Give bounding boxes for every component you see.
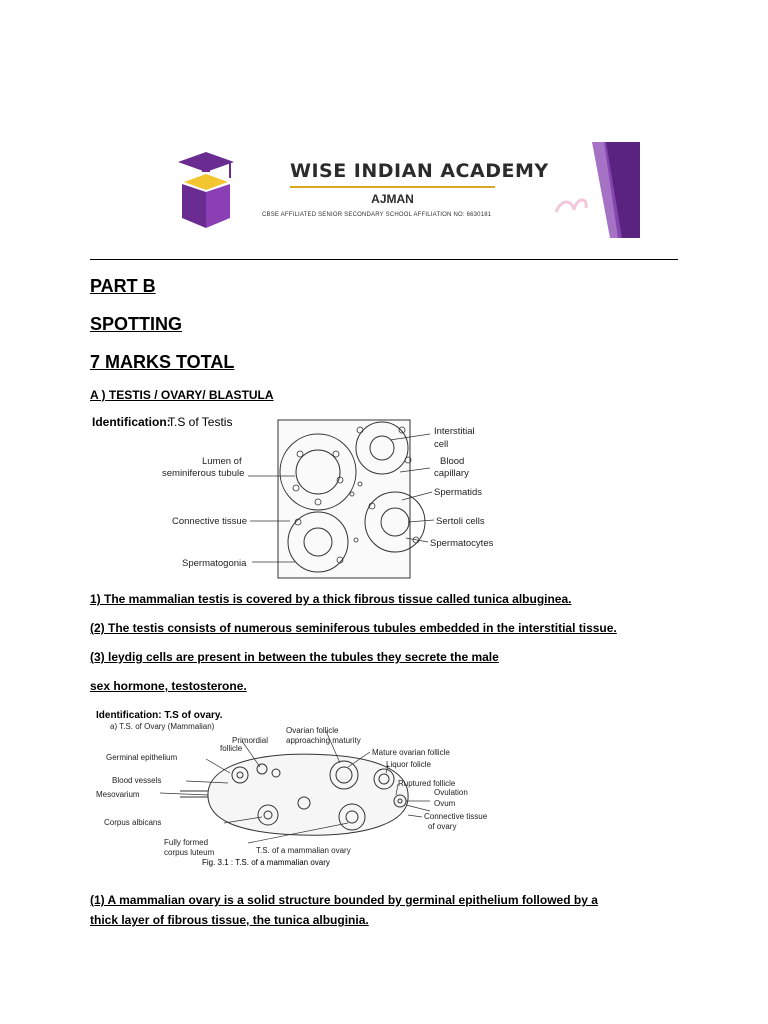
school-logo: [176, 150, 236, 230]
label-of-ovary: of ovary: [428, 822, 457, 831]
label-liquor: Liquor folicle: [386, 760, 431, 769]
ovary-identification: Identification: T.S of ovary.: [96, 710, 223, 721]
testis-point-3-cont: sex hormone, testosterone.: [90, 679, 247, 693]
testis-diagram: [90, 410, 510, 585]
part-heading: PART B: [90, 276, 156, 296]
label-corpus-luteum: corpus luteum: [164, 848, 215, 857]
header-gold-line: [290, 186, 495, 188]
identification-label: Identification:: [92, 415, 171, 429]
label-spermatocytes: Spermatocytes: [430, 538, 494, 549]
label-ovum: Ovum: [434, 799, 456, 808]
label-connective-ovary: Connective tissue: [424, 812, 488, 821]
marks-heading: 7 MARKS TOTAL: [90, 352, 235, 372]
identification-value: T.S of Testis: [168, 415, 233, 429]
affiliation-text: CBSE AFFILIATED SENIOR SECONDARY SCHOOL AFFILIATION NO: 6630181: [262, 212, 492, 218]
label-interstitial-2: cell: [434, 439, 449, 450]
section-heading: SPOTTING: [90, 314, 183, 334]
testis-point-1: 1) The mammalian testis is covered by a thick fibrous tissue called tunica albuginea.: [90, 592, 572, 606]
label-spermatogonia: Spermatogonia: [182, 558, 247, 569]
label-connective-tissue: Connective tissue: [172, 516, 247, 527]
label-lumen-2: seminiferous tubule: [162, 468, 245, 479]
label-blood: Blood: [440, 456, 465, 467]
figure-caption: Fig. 3.1 : T.S. of a mammalian ovary: [202, 858, 330, 867]
school-city: AJMAN: [371, 192, 414, 206]
testis-point-3: (3) leydig cells are present in between the tubules they secrete the male: [90, 650, 499, 664]
label-lumen: Lumen of: [202, 456, 242, 467]
label-corpus-albicans: Corpus albicans: [104, 818, 162, 827]
ovary-point-1-cont: thick layer of fibrous tissue, the tunica albuginia.: [90, 913, 369, 927]
subsection-heading: A ) TESTIS / OVARY/ BLASTULA: [90, 388, 274, 402]
school-name: WISE INDIAN ACADEMY: [290, 160, 549, 182]
label-primordial: Primordial: [232, 736, 269, 745]
label-mature: Mature ovarian follicle: [372, 748, 450, 757]
header-divider: [90, 259, 678, 260]
label-spermatids: Spermatids: [434, 487, 483, 498]
testis-point-2: (2) The testis consists of numerous seminiferous tubules embedded in the interstitial tissue.: [90, 621, 617, 635]
label-ovarian-follicle: Ovarian follicle: [286, 726, 339, 735]
corner-decoration: [548, 142, 640, 238]
label-approaching: approaching maturity: [286, 736, 361, 745]
label-fully-formed: Fully formed: [164, 838, 209, 847]
label-germinal: Germinal epithelium: [106, 753, 178, 762]
ovary-point-1: (1) A mammalian ovary is a solid structure bounded by germinal epithelium followed by a: [90, 893, 598, 907]
label-interstitial: Interstitial: [434, 426, 475, 437]
label-follicle: follicle: [220, 744, 243, 753]
label-blood-vessels: Blood vessels: [112, 776, 162, 785]
ovary-diagram: [90, 703, 520, 878]
label-blood-2: capillary: [434, 468, 469, 479]
label-sertoli: Sertoli cells: [436, 516, 485, 527]
label-ts-caption: T.S. of a mammalian ovary: [256, 846, 351, 855]
label-mesovarium: Mesovarium: [96, 790, 140, 799]
ovary-subtitle: a) T.S. of Ovary (Mammalian): [110, 722, 215, 731]
label-ovulation: Ovulation: [434, 788, 468, 797]
label-ruptured: Ruptured follicle: [398, 779, 456, 788]
